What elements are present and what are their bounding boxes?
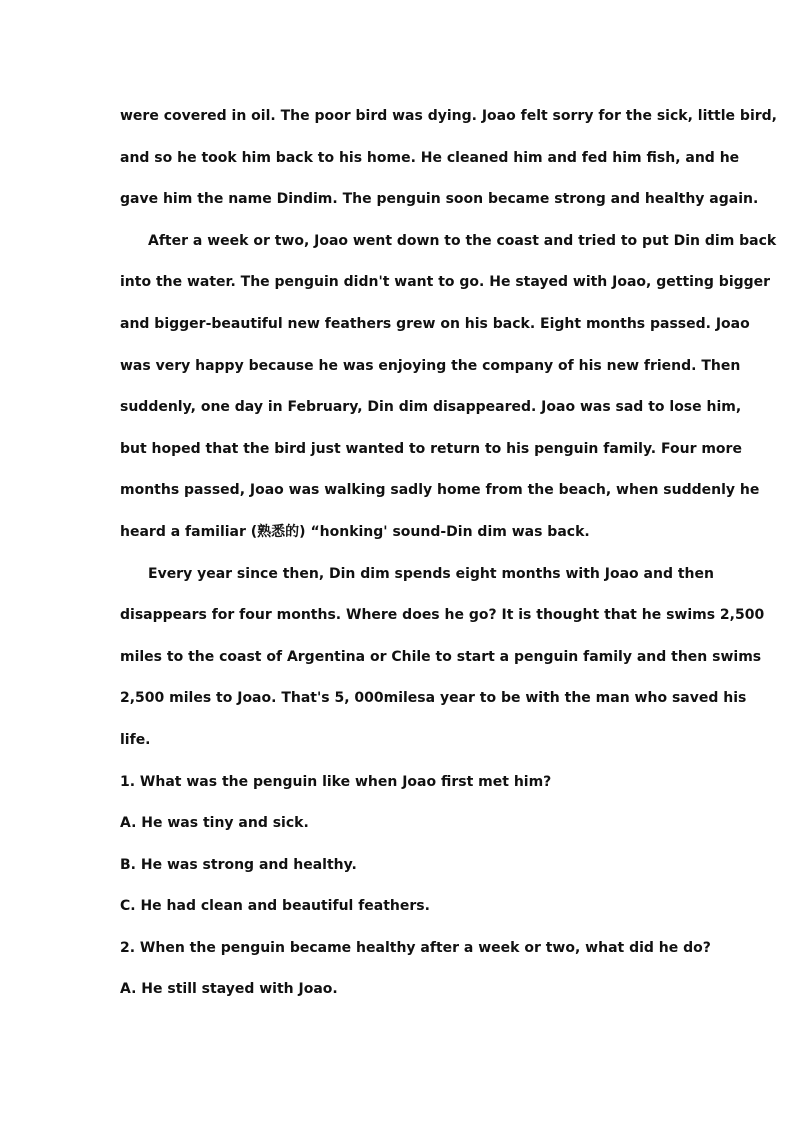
question-2 — [120, 928, 711, 1011]
text-line: After a week or two, Joao went down to the coast and tried to put Din dim back — [148, 232, 777, 249]
text-line: months passed, Joao was walking sadly home from the beach, when suddenly he — [120, 482, 760, 499]
text-line: and bigger-beautiful new feathers grew on his back. Eight months passed. Joao — [120, 315, 750, 332]
text-line: into the water. The penguin didn't want to go. He stayed with Joao, getting bigger — [120, 274, 771, 291]
text-line: miles to the coast of Argentina or Chile to start a penguin family and then swims — [120, 648, 762, 665]
text-line: and so he took him back to his home. He cleaned him and fed him fish, and he — [120, 149, 740, 166]
paragraph-1 — [120, 96, 777, 221]
text-line: gave him the name Dindim. The penguin soon became strong and healthy again. — [120, 191, 759, 208]
text-line: but hoped that the bird just wanted to return to his penguin family. Four more — [120, 440, 742, 457]
paragraph-3 — [120, 554, 765, 762]
text-line: heard a familiar (熟悉的) “honking' sound-Din dim was back. — [120, 523, 590, 540]
text-line: Every year since then, Din dim spends eight months with Joao and then — [148, 565, 714, 582]
text-line: was very happy because he was enjoying the company of his new friend. Then — [120, 357, 741, 374]
answer-option: A. He was tiny and sick. — [120, 815, 309, 832]
question-prompt: 2. When the penguin became healthy after a week or two, what did he do? — [120, 939, 711, 956]
answer-option: B. He was strong and healthy. — [120, 856, 357, 873]
paragraph-2 — [120, 221, 777, 554]
question-1 — [120, 762, 674, 928]
answer-option: C. He had clean and beautiful feathers. — [120, 898, 430, 915]
answer-option: A. He still stayed with Joao. — [120, 981, 338, 998]
text-line: were covered in oil. The poor bird was dying. Joao felt sorry for the sick, little bird, — [120, 108, 777, 124]
text-line: disappears for four months. Where does he go? It is thought that he swims 2,500 — [120, 607, 765, 624]
question-prompt: 1. What was the penguin like when Joao first met him? — [120, 773, 552, 790]
document-page — [120, 96, 777, 1011]
text-line: suddenly, one day in February, Din dim disappeared. Joao was sad to lose him, — [120, 399, 742, 416]
text-line: 2,500 miles to Joao. That's 5, 000milesa year to be with the man who saved his — [120, 690, 747, 707]
text-line: life. — [120, 731, 151, 748]
